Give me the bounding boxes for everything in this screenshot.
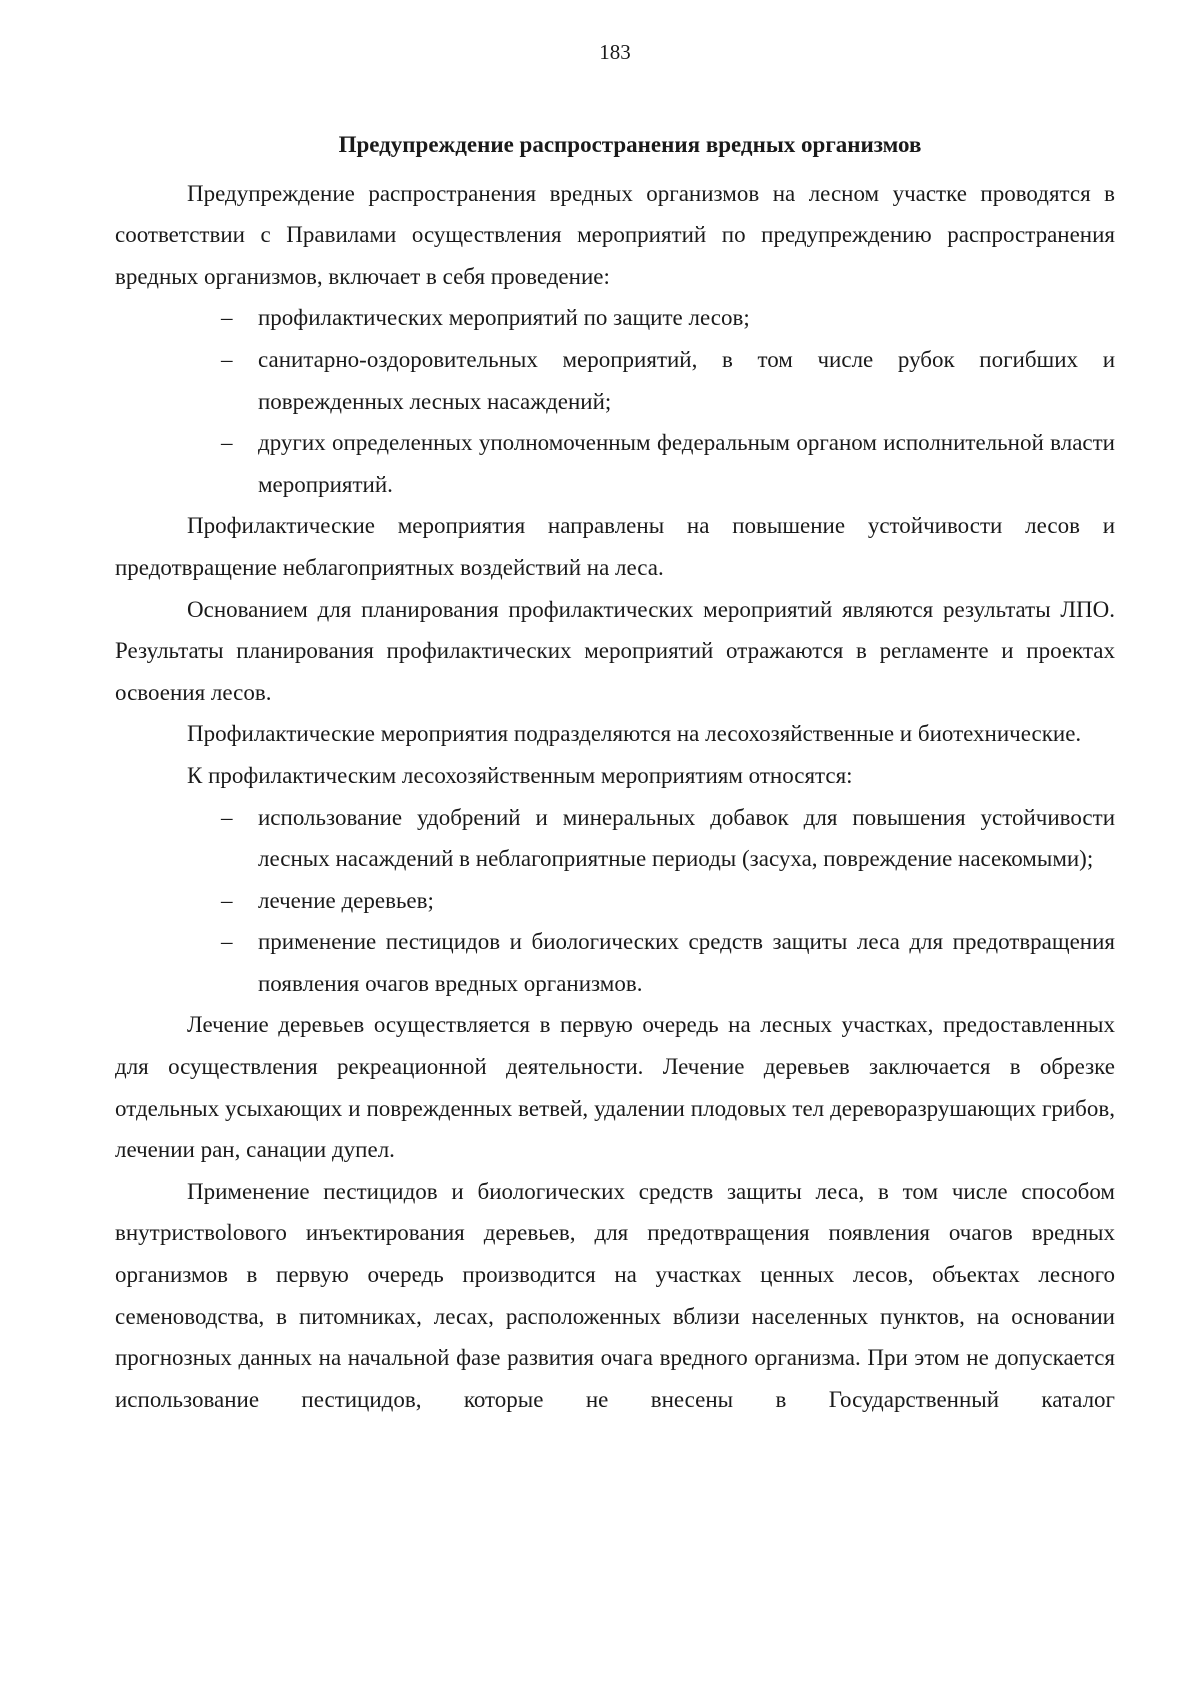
bullet-list [115,297,1115,505]
section-title: Предупреждение распространения вредных организмов [338,132,922,157]
dash-marker: – [221,887,233,913]
list-item [115,422,1115,505]
list-item [115,797,1115,880]
paragraph: Предупреждение распространения вредных организмов на лесном участке проводятся в соответствии с Правилами осуществления мероприятий по предупреждению распространения вредных организмов, включает в себя проведение: [115,180,1115,289]
list-item-text: санитарно-оздоровительных мероприятий, в том числе рубок погибших и поврежденных лесных насаждений; [258,346,1115,414]
paragraph: Профилактические мероприятия подразделяются на лесохозяйственные и биотехнические. [187,721,1082,747]
list-item-text: лечение деревьев; [258,887,434,913]
paragraph: Лечение деревьев осуществляется в первую очередь на лесных участках, предоставленных для осуществления рекреационной деятельности. Лечение деревьев заключается в обрезке отдельных усыхающих и поврежденных ветвей, удалении плодовых тел дереворазрушающих грибов, лечении ран, санации дупел. [115,1012,1115,1163]
list-item-text: применение пестицидов и биологических средств защиты леса для предотвращения появления очагов вредных организмов. [258,929,1115,996]
paragraph: Применение пестицидов и биологических средств защиты леса, в том числе способом внутриствolового инъектирования деревьев, для предотвращения появления очагов вредных организмов в первую очередь производится на участках ценных лесов, объектах лесного семеноводства, в питомниках, лесах, расположенных вблизи населенных пунктов, на основании прогнозных данных на начальной фазе развития очага вредного организма. При этом не допускается использование пестицидов, которые не внесены в Государственный каталог [115,1178,1115,1412]
dash-marker: – [221,430,233,456]
dash-marker: – [221,929,233,955]
list-item [115,297,1115,339]
dash-marker: – [221,346,233,372]
paragraph: Основанием для планирования профилактических мероприятий являются результаты ЛПО. Результаты планирования профилактических мероприятий отражаются в регламенте и проектах освоения лесов. [115,596,1115,705]
list-item-text: других определенных уполномоченным федеральным органом исполнительной власти мероприятий. [258,430,1115,497]
list-item [115,880,1115,922]
list-item [115,921,1115,1004]
list-item-text: использование удобрений и минеральных добавок для повышения устойчивости лесных насаждений в неблагоприятные периоды (засуха, повреждение насекомыми); [258,804,1115,872]
list-item [115,339,1115,422]
page-number: 183 [599,40,631,64]
bullet-list [115,797,1115,1005]
page-content [115,124,1115,1420]
list-item-text: профилактических мероприятий по защите лесов; [258,305,750,331]
dash-marker: – [221,804,233,830]
paragraph: К профилактическим лесохозяйственным мероприятиям относятся: [187,762,853,788]
dash-marker: – [221,305,233,331]
paragraph: Профилактические мероприятия направлены на повышение устойчивости лесов и предотвращение неблагоприятных воздействий на леса. [115,513,1115,580]
